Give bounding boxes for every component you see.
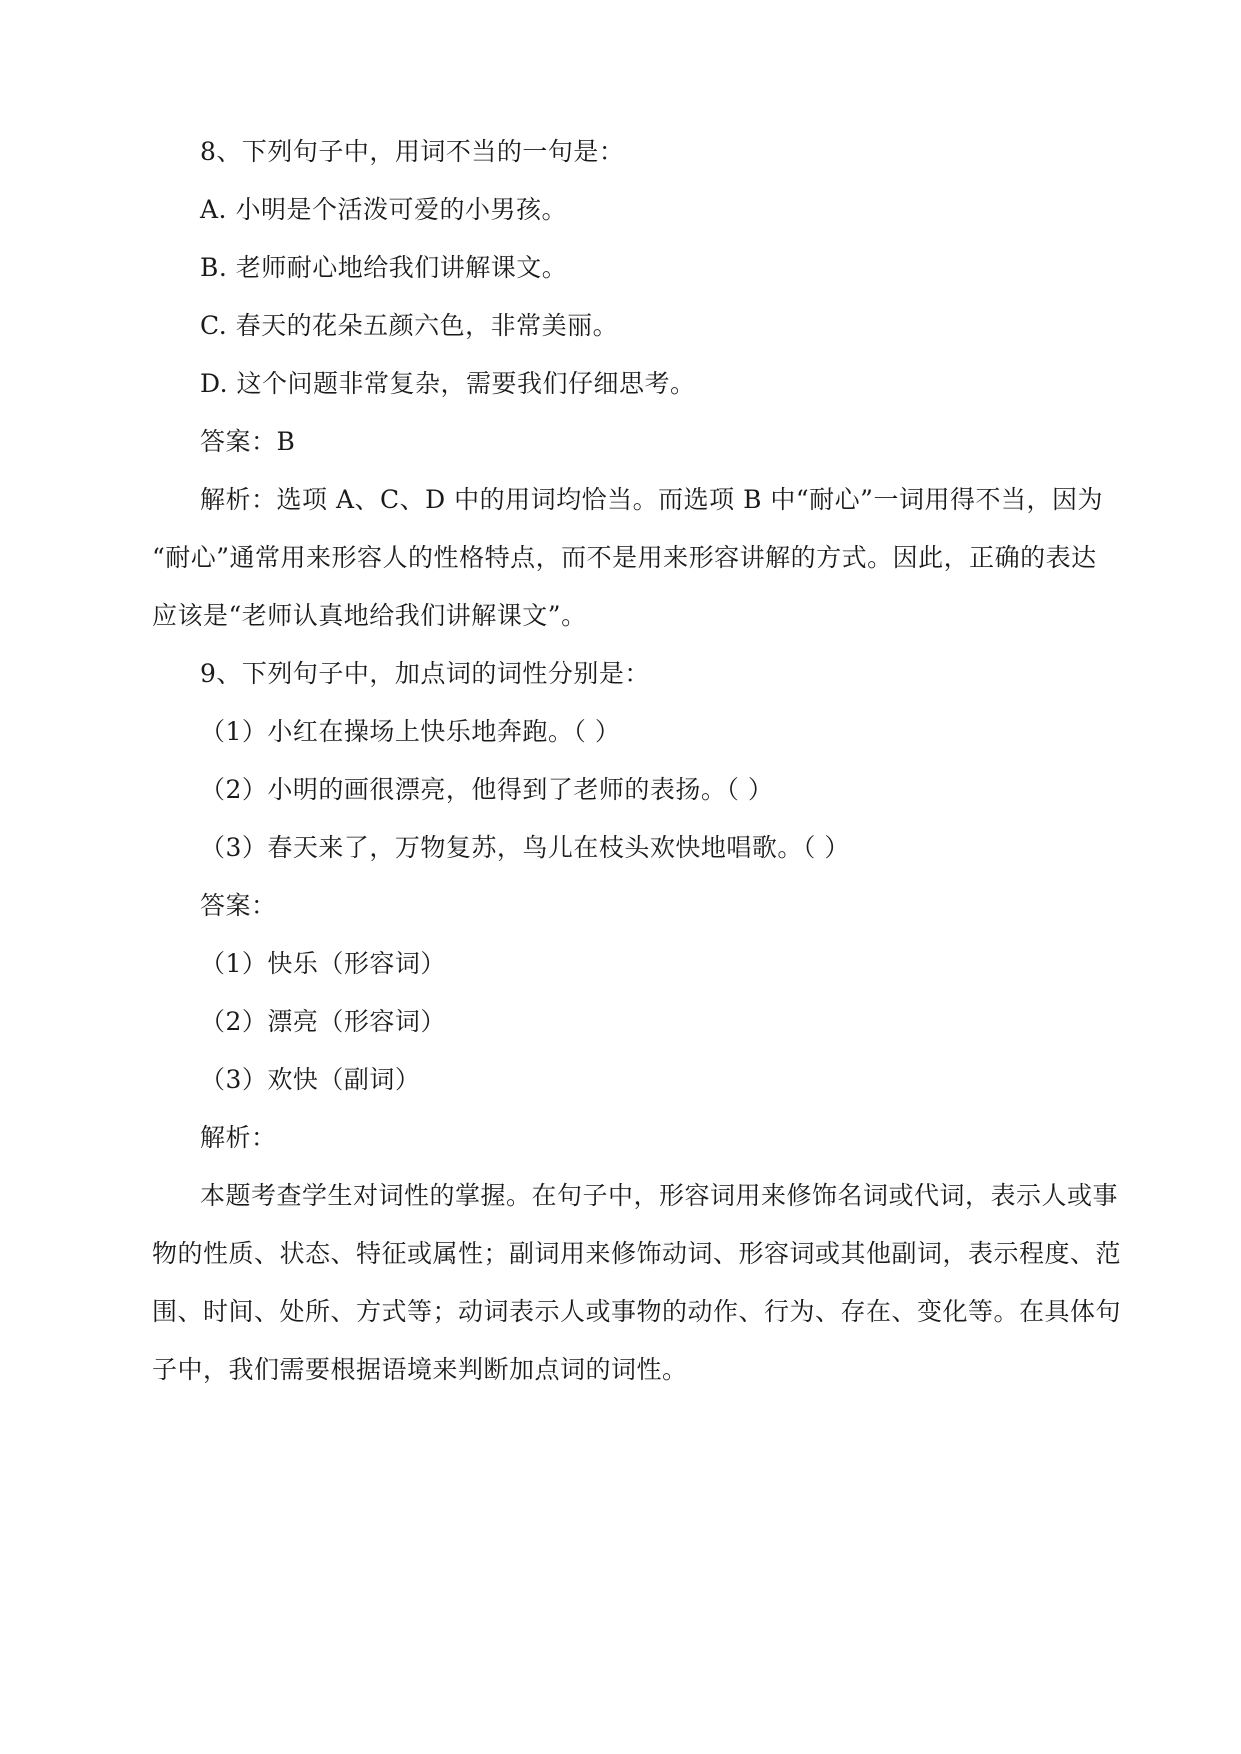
q8-option-b: B. 老师耐心地给我们讲解课文。 <box>200 253 568 282</box>
q9-item-2: （2）小明的画很漂亮，他得到了老师的表扬。（ ） <box>200 775 774 804</box>
q9-answer-label: 答案： <box>200 891 277 920</box>
q9-answer-2: （2）漂亮（形容词） <box>200 1007 446 1036</box>
q9-analysis-line-3: 围、时间、处所、方式等；动词表示人或事物的动作、行为、存在、变化等。在具体句 <box>152 1297 1122 1326</box>
q8-analysis-line-3: 应该是“老师认真地给我们讲解课文”。 <box>152 601 587 630</box>
q8-question: 8、下列句子中，用词不当的一句是： <box>200 137 625 166</box>
q9-analysis-line-2: 物的性质、状态、特征或属性；副词用来修饰动词、形容词或其他副词，表示程度、范 <box>152 1239 1122 1268</box>
q9-answer-3: （3）欢快（副词） <box>200 1065 421 1094</box>
q9-item-1: （1）小红在操场上快乐地奔跑。（ ） <box>200 717 621 746</box>
q9-analysis-line-1: 本题考查学生对词性的掌握。在句子中，形容词用来修饰名词或代词，表示人或事 <box>200 1181 1119 1210</box>
q9-question: 9、下列句子中，加点词的词性分别是： <box>200 659 650 688</box>
q8-analysis-line-2: “耐心”通常用来形容人的性格特点，而不是用来形容讲解的方式。因此，正确的表达 <box>152 543 1097 572</box>
q8-answer: 答案：B <box>200 427 296 456</box>
q8-option-d: D. 这个问题非常复杂，需要我们仔细思考。 <box>200 369 696 398</box>
q9-item-3: （3）春天来了，万物复苏，鸟儿在枝头欢快地唱歌。（ ） <box>200 833 850 862</box>
q8-option-c: C. 春天的花朵五颜六色，非常美丽。 <box>200 311 619 340</box>
q9-answer-1: （1）快乐（形容词） <box>200 949 446 978</box>
q8-option-a: A. 小明是个活泼可爱的小男孩。 <box>200 195 567 224</box>
q9-analysis-line-4: 子中，我们需要根据语境来判断加点词的词性。 <box>152 1355 688 1384</box>
q9-analysis-label: 解析： <box>200 1123 277 1152</box>
q8-analysis-line-1: 解析：选项 A、C、D 中的用词均恰当。而选项 B 中“耐心”一词用得不当，因为 <box>200 485 1103 514</box>
